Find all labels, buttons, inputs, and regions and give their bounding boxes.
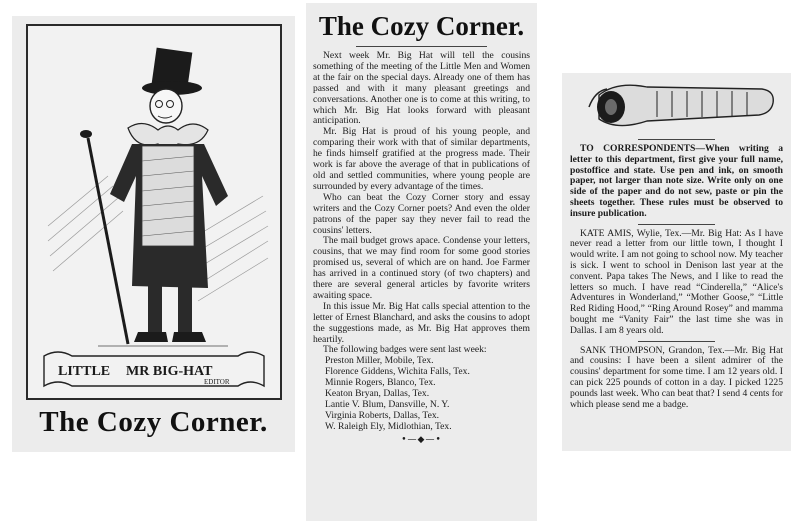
editor-banner: [44, 352, 264, 386]
top-hat-figure: [80, 48, 228, 346]
correspondence-panel: [562, 73, 791, 451]
badge-recipient: Lantie V. Blum, Dansville, N. Y.: [325, 399, 450, 410]
badge-recipient: Virginia Roberts, Dallas, Tex.: [325, 409, 440, 421]
logo-divider: [638, 139, 715, 140]
title-divider: [356, 46, 486, 47]
badge-recipient: Minnie Rogers, Blanco, Tex.: [325, 377, 436, 389]
badge-recipient: Keaton Bryan, Dallas, Tex.: [325, 388, 430, 400]
letter-item: KATE AMIS, Wylie, Tex.—Mr. Big Hat: As I have never read a letter from our little town, I thought I would write. I am not going to school now. My teacher is sick. I went to school in Denison last year at the convent. Papa takes The News, and I like to read the letters so much. I have read “Cinderella,” “Alice's Adventures in Wonderland,” “Mother Goose,” “Little Red Riding Hood,” “Ring Around Rosey” and mamma bought me “Vanity Fair” the last time she was in Dallas. I am 8 years old.: [570, 227, 783, 336]
editor-illustration: [26, 24, 282, 400]
banner-text-editor: EDITOR: [204, 378, 230, 386]
article-body: [313, 51, 530, 356]
banner-text-little: LITTLE: [58, 364, 111, 379]
banner-text-name: MR BIG-HAT: [126, 364, 213, 379]
article-paragraph: The mail budget grows apace. Condense your letters, cousins, that we may find room for some good stories promised us, several of which are on hand. Joe Farmer has arrived in a continued story (of two chapters) and there are several general articles by favorite writers awaiting space.: [313, 235, 530, 301]
letter-item: SANK THOMPSON, Grandon, Tex.—Mr. Big Hat and cousins: I have been a silent admirer of the cousins' department for some time. I am 12 years old. I can pick 225 pounds of cotton in a day. I picked 1225 pounds last week. Who can beat that? I send 4 cents for which please send me a badge.: [570, 344, 783, 410]
article-panel: [306, 3, 537, 521]
article-paragraph: Who can beat the Cozy Corner story and essay writers and the Cozy Corner poets? And even the older patrons of the paper say they never fail to read the cousins' letters.: [313, 191, 530, 236]
hat-logo-icon: [589, 85, 773, 125]
notice-divider: [638, 224, 715, 225]
article-paragraph: Mr. Big Hat is proud of his young people, and comparing their work with that of similar departments, he finds himself gratified at the progress made. Their work is far above the average of that in publications of old and settled communities, where young people are surrounded by every advantage of the times.: [313, 126, 530, 192]
article-title: The Cozy Corner.: [318, 11, 525, 41]
illustration-panel: [12, 16, 295, 452]
badge-recipient: Florence Giddens, Wichita Falls, Tex.: [325, 366, 470, 378]
page-title-left: The Cozy Corner.: [39, 406, 268, 438]
badge-recipient: W. Raleigh Ely, Midlothian, Tex.: [325, 420, 452, 432]
end-ornament: •—◆—•: [401, 434, 442, 445]
letter-divider: [638, 341, 715, 342]
badge-list: [313, 356, 530, 432]
little-mr-big-hat-drawing: [28, 26, 280, 398]
article-paragraph: In this issue Mr. Big Hat calls special attention to the letter of Ernest Blanchard, and asks the cousins to adopt the suggestions made, as Mr. Big Hat approves them heartily.: [313, 300, 530, 345]
hat-logo-illustration: [577, 77, 777, 135]
article-paragraph: The following badges were sent last week:: [323, 344, 487, 356]
article-paragraph: Next week Mr. Big Hat will tell the cousins something of the meeting of the Little Men and Women at the fair on the special days. Already one of them has passed and with it many pleasant greetings and conversations. Another one is to come at this writing, to which Mr. Big Hat looks forward with pleasant anticipation.: [313, 50, 530, 127]
correspondence-body: [570, 144, 783, 410]
correspondents-notice: TO CORRESPONDENTS—When writing a letter to this department, first give your full name, postoffice and state. Use pen and ink, on smooth paper, not larger than note size. Write only on one side of the paper and do not sew, paste or pin the sheets together. These rules must be observed to insure publication.: [570, 143, 783, 219]
badge-recipient: Preston Miller, Mobile, Tex.: [325, 355, 434, 367]
